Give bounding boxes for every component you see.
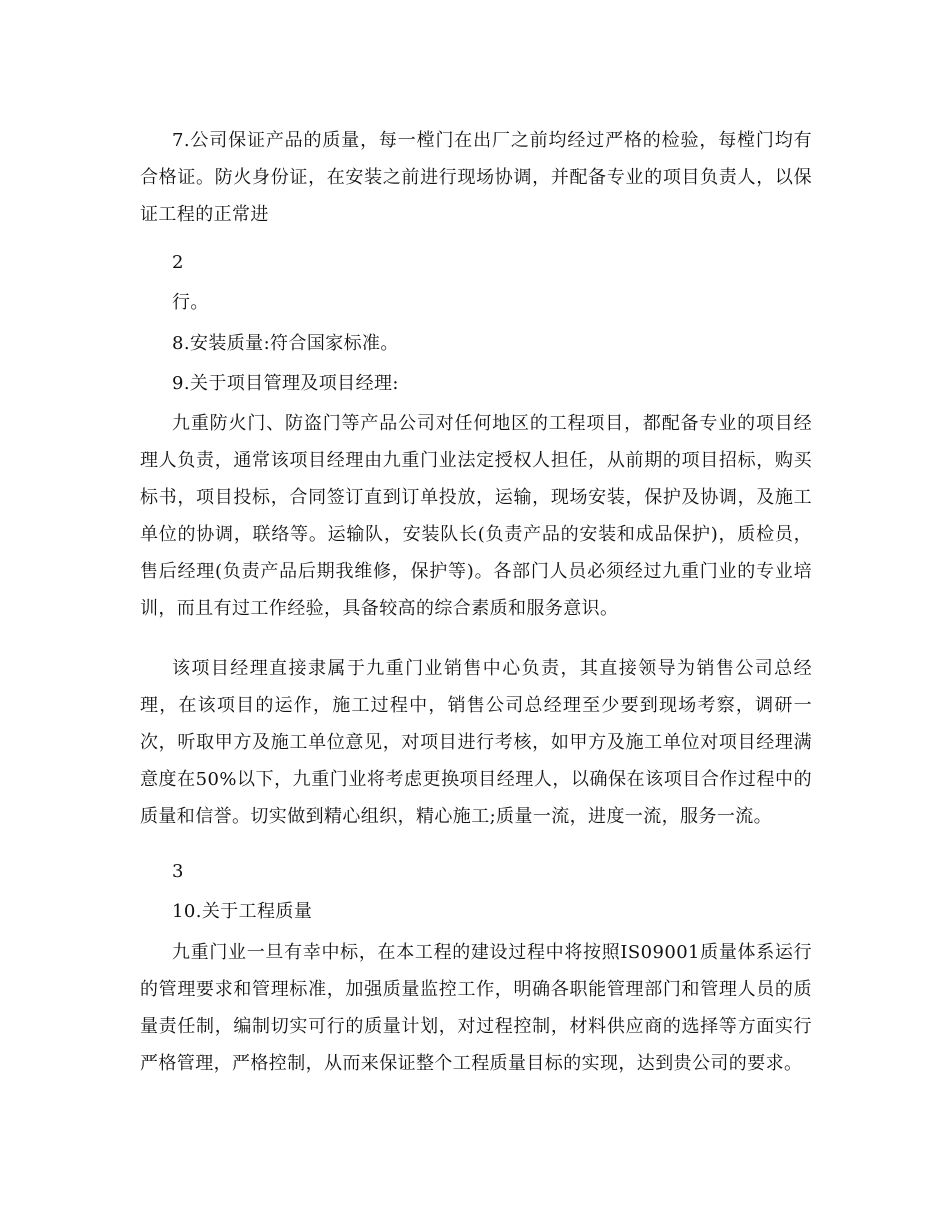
item-9-paragraph-1: 九重防火门、防盗门等产品公司对任何地区的工程项目，都配备专业的项目经理人负责，通常该项目经理由九重门业法定授权人担任，从前期的项目招标，购买标书，项目投标，合同签订直到订单投放，运输，现场安装，保护及协调，及施工单位的协调，联络等。运输队，安装队长(负责产品的安装和成品保护)，质检员，售后经理(负责产品后期我维修，保护等)。各部门人员必须经过九重门业的专业培训，而且有过工作经验，具备较高的综合素质和服务意识。 [140, 413, 812, 619]
item-7-continuation: 行。 [172, 292, 209, 313]
item-7-paragraph: 7.公司保证产品的质量，每一樘门在出厂之前均经过严格的检验，每樘门均有合格证。防火身份证，在安装之前进行现场协调，并配备专业的项目负责人，以保证工程的正常进 [140, 130, 812, 225]
item-8-paragraph: 8.安装质量:符合国家标准。 [172, 333, 399, 354]
item-9-paragraph-2: 该项目经理直接隶属于九重门业销售中心负责，其直接领导为销售公司总经理，在该项目的运作，施工过程中，销售公司总经理至少要到现场考察，调研一次，听取甲方及施工单位意见，对项目进行考核，如甲方及施工单位对项目经理满意度在50%以下，九重门业将考虑更换项目经理人，以确保在该项目合作过程中的质量和信誉。切实做到精心组织，精心施工;质量一流，进度一流，服务一流。 [140, 658, 812, 827]
page-number: 2 [172, 252, 184, 273]
item-10-heading: 10.关于工程质量 [172, 901, 313, 922]
item-10-paragraph: 九重门业一旦有幸中标，在本工程的建设过程中将按照IS09001质量体系运行的管理要求和管理标准，加强质量监控工作，明确各职能管理部门和管理人员的质量责任制，编制切实可行的质量计划，对过程控制，材料供应商的选择等方面实行严格管理，严格控制，从而来保证整个工程质量目标的实现，达到贵公司的要求。 [140, 942, 812, 1074]
item-9-heading: 9.关于项目管理及项目经理: [172, 373, 399, 394]
page-number: 3 [172, 861, 184, 882]
